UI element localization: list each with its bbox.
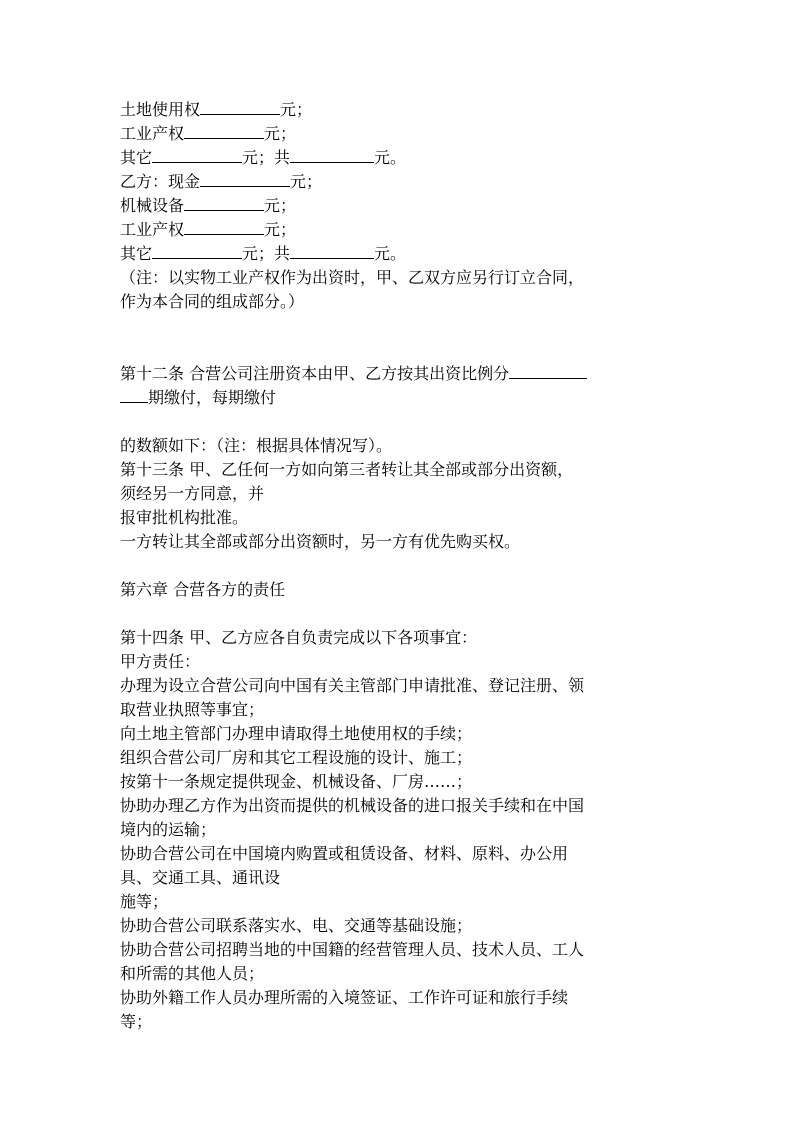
article-12-line: 第十二条 合营公司注册资本由甲、乙方按其出资比例分	[120, 362, 680, 386]
responsibility-item: 向土地主管部门办理申请取得土地使用权的手续；	[120, 724, 473, 743]
article-13-line: 第十三条 甲、乙任何一方如向第三者转让其全部或部分出资额，	[120, 460, 574, 479]
note-line: （注：以实物工业产权作为出资时，甲、乙双方应另行订立合同，	[120, 268, 585, 287]
article-12-amount-line: 的数额如下：（注：根据具体情况写）。	[120, 436, 393, 455]
blank-field	[290, 243, 374, 259]
other-total-line: 其它 元；共 元。	[120, 148, 407, 167]
party-b-cash-line: 乙方：现金 元；	[120, 172, 323, 191]
blank-field	[200, 171, 290, 187]
responsibility-item-cont: 取营业执照等事宜；	[120, 700, 265, 719]
responsibility-item: 办理为设立合营公司向中国有关主管部门申请批准、登记注册、领	[120, 676, 585, 695]
note-line-cont: 作为本合同的组成部分。）	[120, 292, 305, 311]
responsibility-item-cont: 等；	[120, 1012, 153, 1031]
blank-field	[120, 387, 148, 403]
responsibility-item: 协助办理乙方作为出资而提供的机械设备的进口报关手续和在中国	[120, 796, 585, 815]
responsibility-item-cont: 具、交通工具、通讯设	[120, 868, 281, 887]
blank-field	[509, 363, 587, 379]
blank-field	[200, 99, 280, 115]
contract-page	[120, 98, 680, 1034]
land-use-right-line: 土地使用权 元；	[120, 100, 313, 119]
responsibility-item: 协助合营公司联系落实水、电、交通等基础设施；	[120, 916, 473, 935]
industrial-property-line-b: 工业产权 元；	[120, 220, 297, 239]
responsibility-item: 按第十一条规定提供现金、机械设备、厂房……；	[120, 772, 473, 791]
responsibility-item-cont: 境内的运输；	[120, 820, 217, 839]
chapter-6-heading: 第六章 合营各方的责任	[120, 580, 286, 599]
responsibility-item-cont: 施等；	[120, 892, 169, 911]
blank-field	[184, 219, 264, 235]
blank-field	[290, 147, 374, 163]
responsibility-item: 协助合营公司招聘当地的中国籍的经营管理人员、技术人员、工人	[120, 940, 585, 959]
party-a-responsibility-heading: 甲方责任：	[120, 652, 201, 671]
responsibility-item: 协助外籍工作人员办理所需的入境签证、工作许可证和旅行手续	[120, 988, 569, 1007]
blank-field	[184, 123, 264, 139]
machinery-line: 机械设备 元；	[120, 196, 297, 215]
industrial-property-line: 工业产权 元；	[120, 124, 297, 143]
article-12-line-cont: 期缴付，每期缴付	[120, 386, 680, 410]
article-13-approval-line: 报审批机构批准。	[120, 508, 249, 527]
blank-field	[152, 147, 242, 163]
blank-field	[184, 195, 264, 211]
responsibility-item: 协助合营公司在中国境内购置或租赁设备、材料、原料、办公用	[120, 844, 569, 863]
other-total-line-b: 其它 元；共 元。	[120, 244, 407, 263]
responsibility-item: 组织合营公司厂房和其它工程设施的设计、施工；	[120, 748, 473, 767]
responsibility-item-cont: 和所需的其他人员；	[120, 964, 265, 983]
article-14-line: 第十四条 甲、乙方应各自负责完成以下各项事宜：	[120, 628, 478, 647]
blank-field	[152, 243, 242, 259]
preemptive-right-line: 一方转让其全部或部分出资额时，另一方有优先购买权。	[120, 532, 521, 551]
article-13-line-cont: 须经另一方同意，并	[120, 484, 265, 503]
